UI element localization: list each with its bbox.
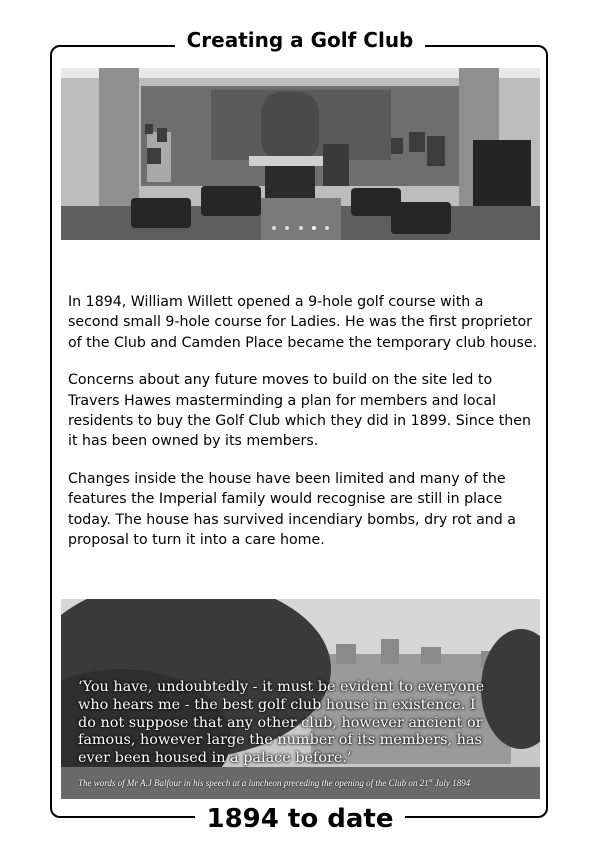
clubhouse-exterior-image — [61, 599, 540, 799]
carousel-dot-active[interactable] — [312, 226, 316, 230]
quote-attribution — [78, 778, 538, 788]
carousel-dot[interactable] — [272, 226, 276, 230]
footer-title: 1894 to date — [195, 804, 406, 834]
history-text — [68, 292, 538, 567]
carousel-dot[interactable] — [325, 226, 329, 230]
attribution-ordinal: st — [428, 778, 433, 784]
footer-title-wrap — [0, 804, 600, 834]
page-title: Creating a Golf Club — [175, 28, 426, 52]
clubhouse-interior-image — [61, 68, 540, 240]
paragraph-1: In 1894, William Willett opened a 9-hole golf course with a second small 9-hole course for Ladies. He was the first proprietor of the Club and Camden Place became the temporary club house. — [68, 294, 538, 351]
carousel-dot[interactable] — [299, 226, 303, 230]
carousel-dot[interactable] — [285, 226, 289, 230]
paragraph-3: Changes inside the house have been limited and many of the features the Imperial family would recognise are still in place today. The house has survived incendiary bombs, dry rot and a proposal to turn it into a care home. — [68, 470, 516, 549]
paragraph-2: Concerns about any future moves to build on the site led to Travers Hawes masterminding a plan for members and local residents to buy the Golf Club which they did in 1899. Since then it has been owned by its members. — [68, 372, 532, 450]
attribution-text: The words of Mr A.J Balfour in his speech at a luncheon preceding the opening of the Club on 21 — [78, 778, 429, 788]
carousel-dots — [61, 215, 540, 234]
attribution-date: July 1894 — [432, 778, 471, 788]
page-title-wrap — [0, 28, 600, 52]
balfour-quote: ‘You have, undoubtedly - it must be evident to everyone who hears me - the best golf club house in existence. I do not suppose that any other club, however ancient or famous, however large the number of its members, has ever been housed in a palace before.’ — [78, 679, 485, 767]
